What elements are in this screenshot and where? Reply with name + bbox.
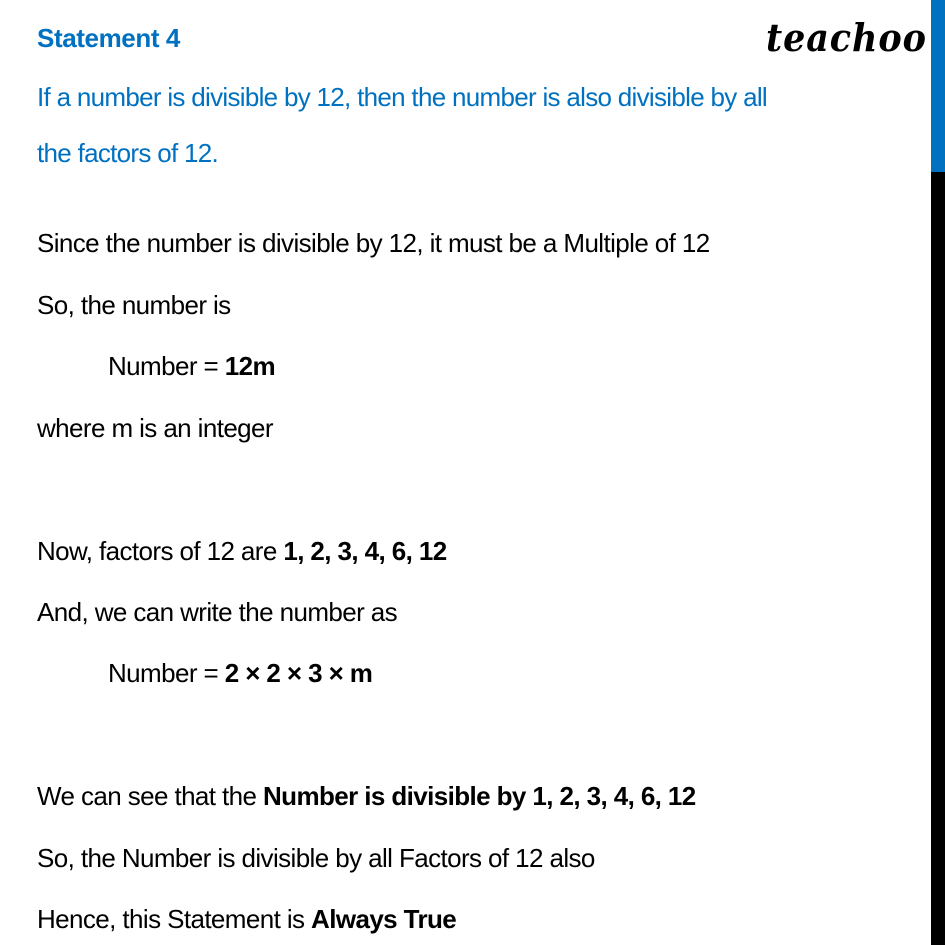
side-accent-bar-blue — [931, 0, 945, 172]
equation-value: 2 × 2 × 3 × m — [224, 658, 373, 688]
solution-line-6: And, we can write the number as — [37, 597, 398, 627]
observation-label: We can see that the — [37, 781, 263, 811]
conclusion-label: Hence, this Statement is — [37, 904, 312, 934]
solution-line-10 — [37, 903, 456, 935]
factors-label: Now, factors of 12 are — [37, 536, 284, 566]
conclusion-value: Always True — [311, 904, 457, 934]
solution-line-5 — [37, 535, 447, 567]
solution-line-9: So, the Number is divisible by all Factors of 12 also — [37, 843, 595, 873]
solution-line-7 — [108, 657, 372, 689]
observation-value: Number is divisible by 1, 2, 3, 4, 6, 12 — [263, 781, 696, 811]
equation-value: 12m — [224, 351, 275, 381]
statement-text-line-1: If a number is divisible by 12, then the number is also divisible by all — [37, 82, 767, 112]
teachoo-logo: teachoo — [766, 15, 927, 60]
statement-text-line-2: the factors of 12. — [37, 138, 219, 168]
equation-label: Number = — [108, 658, 225, 688]
solution-line-2: So, the number is — [37, 290, 231, 320]
statement-heading: Statement 4 — [37, 23, 180, 53]
solution-line-4: where m is an integer — [37, 413, 273, 443]
solution-line-3 — [108, 350, 275, 382]
equation-label: Number = — [108, 351, 225, 381]
solution-line-8 — [37, 780, 696, 812]
solution-line-1: Since the number is divisible by 12, it must be a Multiple of 12 — [37, 228, 710, 258]
side-accent-bar-black — [931, 172, 945, 945]
factors-list: 1, 2, 3, 4, 6, 12 — [283, 536, 447, 566]
